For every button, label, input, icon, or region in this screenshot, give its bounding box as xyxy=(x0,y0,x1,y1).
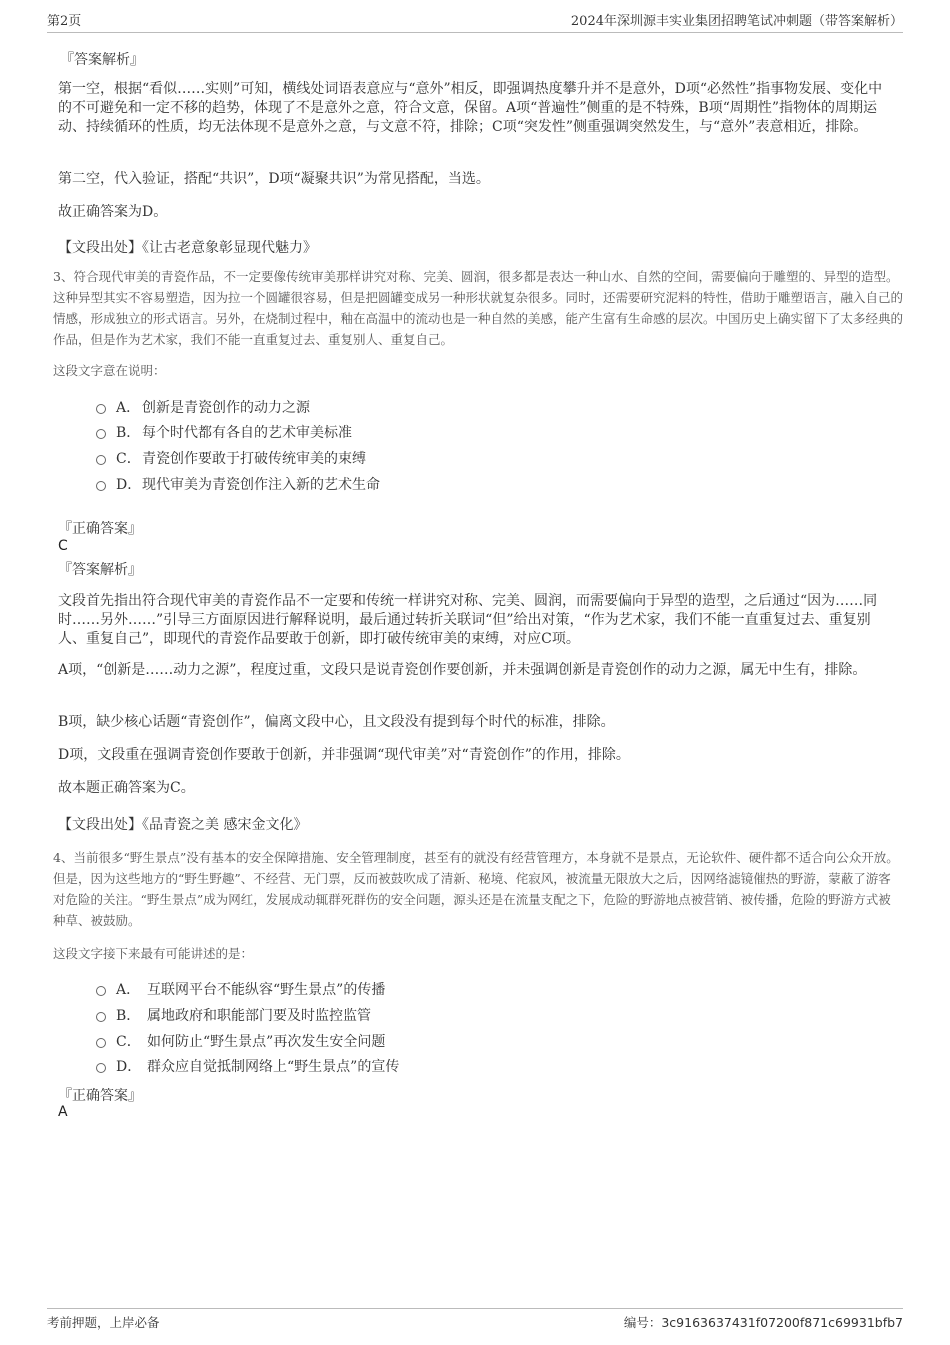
radio-icon[interactable] xyxy=(96,429,106,439)
correct-answer: A xyxy=(58,1104,68,1120)
option-text: 群众应自觉抵制网络上“野生景点”的宣传 xyxy=(147,1059,400,1075)
document-title: 2024年深圳源丰实业集团招聘笔试冲刺题（带答案解析） xyxy=(570,14,903,29)
radio-icon[interactable] xyxy=(96,1012,106,1022)
document-code: 编号：3c9163637431f07200f871c69931bfb7 xyxy=(623,1315,903,1330)
footer-slogan: 考前押题，上岸必备 xyxy=(47,1315,160,1330)
question-prompt: 这段文字意在说明： xyxy=(53,363,166,378)
option-d[interactable] xyxy=(96,474,380,494)
option-c[interactable] xyxy=(96,1031,385,1051)
option-text: 如何防止“野生景点”再次发生安全问题 xyxy=(147,1034,386,1050)
page-footer xyxy=(47,1308,903,1331)
radio-icon[interactable] xyxy=(96,1063,106,1073)
analysis-label: 『答案解析』 xyxy=(58,562,142,578)
analysis-label: 『答案解析』 xyxy=(60,52,144,68)
option-letter: B． xyxy=(116,425,141,441)
option-text: 创新是青瓷创作的动力之源 xyxy=(142,400,310,416)
option-b[interactable] xyxy=(96,1005,371,1025)
radio-icon[interactable] xyxy=(96,481,106,491)
option-d[interactable] xyxy=(96,1056,399,1076)
question-text: 4、当前很多“野生景点”没有基本的安全保障措施、安全管理制度，甚至有的就没有经营管理方，本身就不是景点，无论软件、硬件都不适合向公众开放。但是，因为这些地方的“野生野趣”、不经营、无门票，反而被鼓吹成了清新、秘境、侘寂风，被流量无限放大之后，因网络滤镜催热的野游，蒙蔽了游客对危险的关注。“野生景点”成为网红，发展成动辄群死群伤的安全问题，源头还是在流量支配之下，危险的野游地点被营销、被传播，危险的野游方式被种草、被鼓励。 xyxy=(53,850,899,928)
radio-icon[interactable] xyxy=(96,1038,106,1048)
question-text: 3、符合现代审美的青瓷作品，不一定要像传统审美那样讲究对称、完美、圆润，很多都是表达一种山水、自然的空间，需要偏向于雕塑的、异型的造型。这种异型其实不容易塑造，因为拉一个圆罐很容易，但是把圆罐变成另一种形状就复杂很多。同时，还需要研究泥料的特性，借助于雕塑语言，融入自己的情感，形成独立的形式语言。另外，在烧制过程中，釉在高温中的流动也是一种自然的美感，能产生富有生命感的层次。中国历史上确实留下了太多经典的作品，但是作为艺术家，我们不能一直重复过去、重复别人、重复自己。 xyxy=(53,269,904,347)
option-letter: C． xyxy=(116,1034,141,1050)
radio-icon[interactable] xyxy=(96,986,106,996)
option-text: 属地政府和职能部门要及时监控监管 xyxy=(147,1008,371,1024)
analysis-paragraph: 故本题正确答案为C。 xyxy=(58,780,195,796)
option-text: 现代审美为青瓷创作注入新的艺术生命 xyxy=(142,477,380,493)
page-number: 第2页 xyxy=(47,14,82,29)
analysis-paragraph: 第二空，代入验证，搭配“共识”，D项“凝聚共识”为常见搭配，当选。 xyxy=(58,171,490,187)
question-prompt: 这段文字接下来最有可能讲述的是： xyxy=(53,946,254,961)
option-a[interactable] xyxy=(96,979,385,999)
option-letter: D． xyxy=(116,1059,142,1075)
option-letter: A． xyxy=(116,982,141,998)
option-a[interactable] xyxy=(96,397,310,417)
correct-answer-label: 『正确答案』 xyxy=(58,1088,142,1104)
source-citation: 【文段出处】《品青瓷之美 感宋金文化》 xyxy=(58,817,308,833)
correct-answer: C xyxy=(58,538,68,554)
option-b[interactable] xyxy=(96,422,352,442)
option-text: 青瓷创作要敢于打破传统审美的束缚 xyxy=(142,451,366,467)
option-letter: A． xyxy=(116,400,141,416)
page-header xyxy=(47,10,903,33)
option-letter: D． xyxy=(116,477,142,493)
analysis-paragraph: A项，“创新是……动力之源”，程度过重，文段只是说青瓷创作要创新，并未强调创新是青瓷创作的动力之源，属无中生有，排除。 xyxy=(58,662,867,678)
option-c[interactable] xyxy=(96,448,366,468)
analysis-paragraph: 第一空，根据“看似……实则”可知，横线处词语表意应与“意外”相反，即强调热度攀升并不是意外，D项“必然性”指事物发展、变化中的不可避免和一定不移的趋势，体现了不是意外之意，符合文意，保留。A项“普遍性”侧重的是不特殊，B项“周期性”指物体的周期运动、持续循环的性质，均无法体现不是意外之意，与文意不符，排除；C项“突发性”侧重强调突然发生，与“意外”表意相近，排除。 xyxy=(58,81,883,135)
radio-icon[interactable] xyxy=(96,404,106,414)
analysis-paragraph: B项，缺少核心话题“青瓷创作”，偏离文段中心，且文段没有提到每个时代的标准，排除。 xyxy=(58,714,615,730)
source-citation: 【文段出处】《让古老意象彰显现代魅力》 xyxy=(58,240,317,256)
radio-icon[interactable] xyxy=(96,455,106,465)
analysis-paragraph: D项，文段重在强调青瓷创作要敢于创新，并非强调“现代审美”对“青瓷创作”的作用，排除。 xyxy=(58,747,630,763)
analysis-paragraph: 故正确答案为D。 xyxy=(58,204,168,220)
option-letter: B． xyxy=(116,1008,141,1024)
analysis-paragraph: 文段首先指出符合现代审美的青瓷作品不一定要和传统一样讲究对称、完美、圆润，而需要偏向于异型的造型，之后通过“因为……同时……另外……”引导三方面原因进行解释说明，最后通过转折关联词“但”给出对策，“作为艺术家，我们不能一直重复过去、重复别人、重复自己”，即现代的青瓷作品要敢于创新，即打破传统审美的束缚，对应C项。 xyxy=(58,593,878,647)
option-letter: C． xyxy=(116,451,141,467)
option-text: 每个时代都有各自的艺术审美标准 xyxy=(142,425,352,441)
correct-answer-label: 『正确答案』 xyxy=(58,521,142,537)
option-text: 互联网平台不能纵容“野生景点”的传播 xyxy=(147,982,386,998)
